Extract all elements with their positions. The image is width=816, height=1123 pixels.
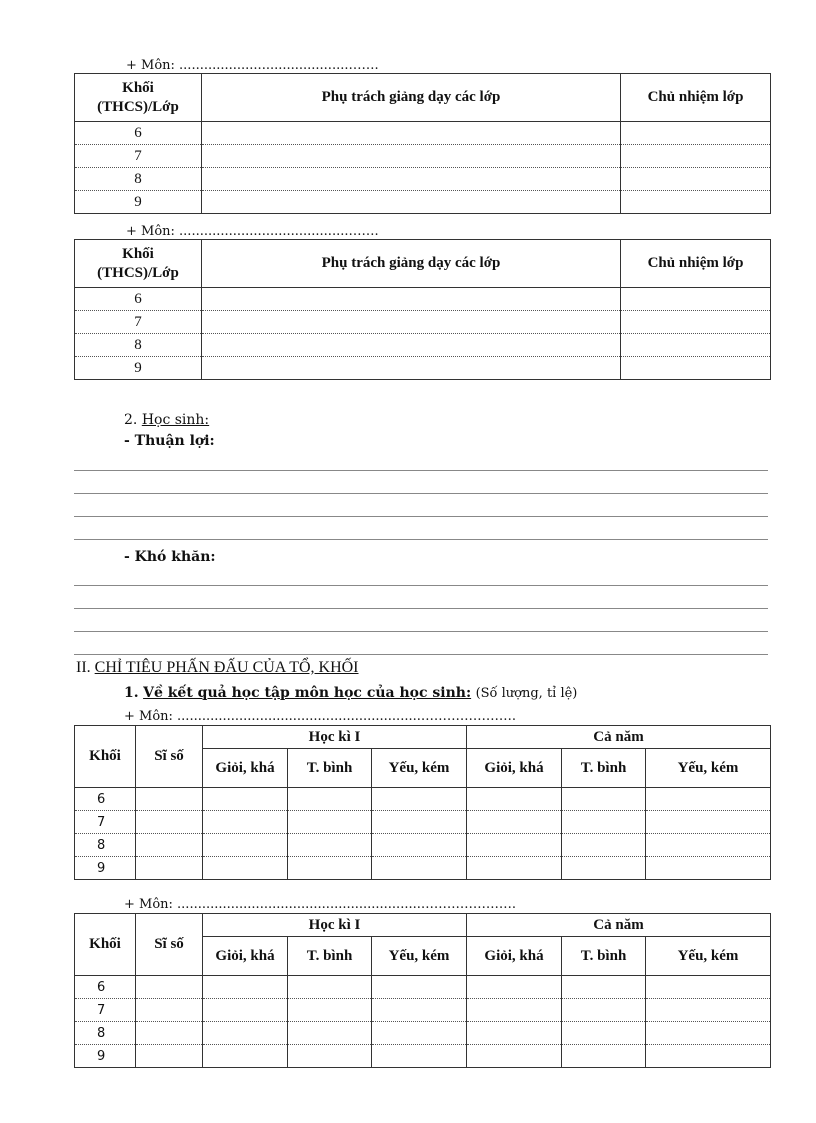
grade-cell: 9: [75, 357, 202, 380]
table-cell[interactable]: [562, 1045, 646, 1068]
table-cell[interactable]: [372, 1045, 467, 1068]
table-cell[interactable]: [372, 788, 467, 811]
table-cell[interactable]: [288, 976, 372, 999]
table-cell[interactable]: [288, 1045, 372, 1068]
si-so-header: Sĩ số: [136, 726, 203, 788]
yeu-kem-header: Yếu, kém: [372, 749, 467, 788]
si-so-header: Sĩ số: [136, 914, 203, 976]
trung-binh-header: T. bình: [562, 937, 646, 976]
table-cell[interactable]: [288, 788, 372, 811]
table-cell[interactable]: [202, 145, 621, 168]
table-cell[interactable]: [288, 1022, 372, 1045]
table-cell[interactable]: [136, 976, 203, 999]
table-cell[interactable]: [467, 999, 562, 1022]
table-cell[interactable]: [467, 857, 562, 880]
table-cell[interactable]: [372, 1022, 467, 1045]
grade-cell: 6: [75, 122, 202, 145]
mon-label-4: + Môn: ...........................................................………………….: [124, 897, 516, 912]
grade-cell: 7: [75, 145, 202, 168]
table-cell[interactable]: [467, 788, 562, 811]
grade-cell: 8: [75, 1022, 136, 1045]
khoi-header: Khối (THCS)/Lớp: [75, 240, 202, 288]
table-cell[interactable]: [621, 334, 771, 357]
table-cell[interactable]: [202, 288, 621, 311]
table-cell[interactable]: [372, 999, 467, 1022]
table-cell[interactable]: [136, 788, 203, 811]
table-cell[interactable]: [288, 857, 372, 880]
table-cell[interactable]: [288, 999, 372, 1022]
table-cell[interactable]: [646, 976, 771, 999]
table-cell[interactable]: [203, 976, 288, 999]
section-ii-subheading: [124, 685, 577, 701]
table-cell[interactable]: [202, 168, 621, 191]
phu-trach-header: Phụ trách giảng dạy các lớp: [202, 74, 621, 122]
gioi-kha-header: Giỏi, khá: [467, 749, 562, 788]
table-cell[interactable]: [646, 999, 771, 1022]
ca-nam-header: Cả năm: [467, 726, 771, 749]
table-cell[interactable]: [203, 1022, 288, 1045]
grade-cell: 7: [75, 311, 202, 334]
table-cell[interactable]: [562, 834, 646, 857]
grade-cell: 8: [75, 168, 202, 191]
table-cell[interactable]: [562, 999, 646, 1022]
section-ii-title: CHỈ TIÊU PHẤN ĐẤU CỦA TỔ, KHỐI: [94, 659, 359, 676]
chu-nhiem-header: Chủ nhiệm lớp: [621, 74, 771, 122]
table-cell[interactable]: [621, 311, 771, 334]
mon-label-1: + Môn: .........................................…….: [126, 58, 379, 73]
table-cell[interactable]: [372, 811, 467, 834]
khoi-header: Khối: [75, 914, 136, 976]
table-cell[interactable]: [202, 357, 621, 380]
grade-cell: 6: [75, 288, 202, 311]
table-cell[interactable]: [136, 1045, 203, 1068]
table-cell[interactable]: [203, 834, 288, 857]
table-cell[interactable]: [203, 1045, 288, 1068]
grade-cell: 8: [75, 334, 202, 357]
table-cell[interactable]: [646, 811, 771, 834]
table-cell[interactable]: [646, 834, 771, 857]
table-cell[interactable]: [467, 1022, 562, 1045]
table-cell[interactable]: [646, 788, 771, 811]
answer-line[interactable]: [74, 608, 768, 609]
chu-nhiem-header: Chủ nhiệm lớp: [621, 240, 771, 288]
trung-binh-header: T. bình: [562, 749, 646, 788]
gioi-kha-header: Giỏi, khá: [203, 937, 288, 976]
phu-trach-header: Phụ trách giảng dạy các lớp: [202, 240, 621, 288]
table-cell[interactable]: [136, 999, 203, 1022]
table-cell[interactable]: [202, 191, 621, 214]
answer-line[interactable]: [74, 516, 768, 517]
table-cell[interactable]: [562, 857, 646, 880]
table-cell[interactable]: [562, 976, 646, 999]
table-cell[interactable]: [621, 122, 771, 145]
answer-line[interactable]: [74, 631, 768, 632]
result-table-2: [74, 913, 771, 1068]
table-cell[interactable]: [202, 334, 621, 357]
sub-number: 1.: [124, 685, 139, 701]
table-cell[interactable]: [646, 857, 771, 880]
table-cell[interactable]: [467, 834, 562, 857]
table-cell[interactable]: [372, 834, 467, 857]
sub-note: (Số lượng, tỉ lệ): [475, 686, 578, 701]
ca-nam-header: Cả năm: [467, 914, 771, 937]
table-cell[interactable]: [467, 976, 562, 999]
trung-binh-header: T. bình: [288, 937, 372, 976]
table-cell[interactable]: [646, 1022, 771, 1045]
answer-line[interactable]: [74, 470, 768, 471]
table-cell[interactable]: [467, 811, 562, 834]
yeu-kem-header: Yếu, kém: [646, 749, 771, 788]
section-ii-prefix: II.: [76, 659, 91, 676]
table-cell[interactable]: [646, 1045, 771, 1068]
grade-cell: 7: [75, 811, 136, 834]
khoi-header: Khối: [75, 726, 136, 788]
table-cell[interactable]: [203, 811, 288, 834]
grade-cell: 7: [75, 999, 136, 1022]
gioi-kha-header: Giỏi, khá: [203, 749, 288, 788]
table-cell[interactable]: [203, 999, 288, 1022]
table-cell[interactable]: [136, 834, 203, 857]
table-cell[interactable]: [562, 788, 646, 811]
table-cell[interactable]: [136, 857, 203, 880]
table-cell[interactable]: [203, 857, 288, 880]
table-cell[interactable]: [562, 1022, 646, 1045]
table-cell[interactable]: [288, 834, 372, 857]
section-ii-heading: [76, 659, 359, 677]
table-cell[interactable]: [621, 145, 771, 168]
table-cell[interactable]: [202, 311, 621, 334]
grade-cell: 6: [75, 788, 136, 811]
sub-title: Về kết quả học tập môn học của học sinh:: [143, 685, 472, 701]
table-cell[interactable]: [203, 788, 288, 811]
grade-cell: 8: [75, 834, 136, 857]
table-cell[interactable]: [621, 357, 771, 380]
table-cell[interactable]: [562, 811, 646, 834]
hoc-sinh-title: Học sinh:: [141, 412, 210, 428]
mon-label-3: + Môn: ...........................................................………………….: [124, 709, 516, 724]
table-cell[interactable]: [136, 1022, 203, 1045]
table-cell[interactable]: [621, 288, 771, 311]
hk1-header: Học kì I: [203, 914, 467, 937]
answer-line[interactable]: [74, 654, 768, 655]
yeu-kem-header: Yếu, kém: [646, 937, 771, 976]
gioi-kha-header: Giỏi, khá: [467, 937, 562, 976]
table-cell[interactable]: [621, 191, 771, 214]
grade-cell: 6: [75, 976, 136, 999]
khoi-header: Khối (THCS)/Lớp: [75, 74, 202, 122]
answer-line[interactable]: [74, 585, 768, 586]
table-cell[interactable]: [467, 1045, 562, 1068]
yeu-kem-header: Yếu, kém: [372, 937, 467, 976]
hoc-sinh-number: 2.: [124, 412, 138, 428]
table-cell[interactable]: [372, 857, 467, 880]
answer-line[interactable]: [74, 493, 768, 494]
kho-khan-label: - Khó khăn:: [124, 549, 216, 565]
mon-label-2: + Môn: .........................................…….: [126, 224, 379, 239]
table-cell[interactable]: [136, 811, 203, 834]
grade-cell: 9: [75, 1045, 136, 1068]
hoc-sinh-heading: [124, 412, 209, 428]
thuan-loi-label: - Thuận lợi:: [124, 433, 215, 449]
trung-binh-header: T. bình: [288, 749, 372, 788]
result-table-1: [74, 725, 771, 880]
answer-line[interactable]: [74, 539, 768, 540]
grade-cell: 9: [75, 857, 136, 880]
table-cell[interactable]: [288, 811, 372, 834]
table-cell[interactable]: [621, 168, 771, 191]
grade-cell: 9: [75, 191, 202, 214]
table-cell[interactable]: [202, 122, 621, 145]
teaching-table-1: [74, 73, 771, 214]
table-cell[interactable]: [372, 976, 467, 999]
teaching-table-2: [74, 239, 771, 380]
hk1-header: Học kì I: [203, 726, 467, 749]
